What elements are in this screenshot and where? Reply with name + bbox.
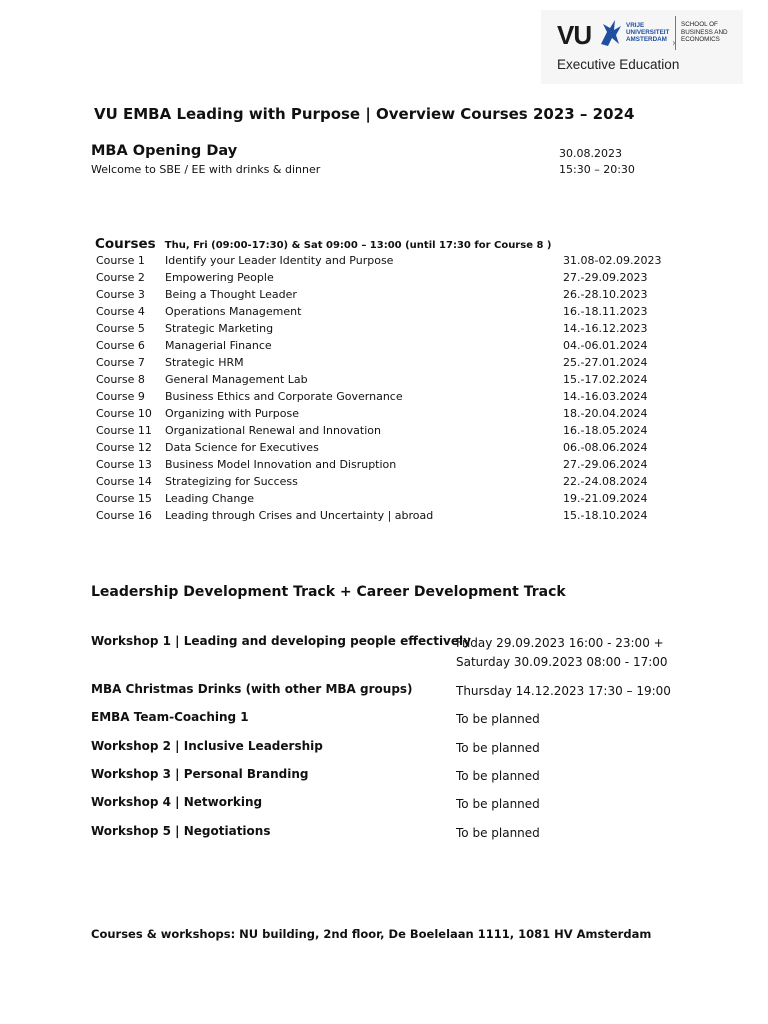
track-when: To be planned xyxy=(456,712,540,726)
tracks-heading: Leadership Development Track + Career Development Track xyxy=(91,584,566,600)
course-date: 15.-17.02.2024 xyxy=(563,373,648,386)
logo-unit: Executive Education xyxy=(557,57,680,72)
chevron-right-icon: › xyxy=(672,38,676,49)
course-row xyxy=(96,322,696,339)
course-number: Course 15 xyxy=(96,492,152,505)
course-name: Being a Thought Leader xyxy=(165,288,297,301)
course-row xyxy=(96,373,696,390)
course-row xyxy=(96,288,696,305)
track-when: Thursday 14.12.2023 17:30 – 19:00 xyxy=(456,684,671,698)
course-row xyxy=(96,441,696,458)
courses-schedule-note: Thu, Fri (09:00-17:30) & Sat 09:00 – 13:00 (until 17:30 for Course 8 ) xyxy=(164,240,552,251)
track-when: To be planned xyxy=(456,797,540,811)
course-number: Course 10 xyxy=(96,407,152,420)
course-row xyxy=(96,424,696,441)
course-row xyxy=(96,271,696,288)
course-name: Strategic HRM xyxy=(165,356,244,369)
opening-day-heading: MBA Opening Day xyxy=(91,143,238,159)
logo-university: VRIJE UNIVERSITEIT AMSTERDAM xyxy=(626,22,670,43)
course-name: Operations Management xyxy=(165,305,302,318)
course-name: Strategic Marketing xyxy=(165,322,274,335)
course-date: 31.08-02.09.2023 xyxy=(563,254,662,267)
course-name: Organizational Renewal and Innovation xyxy=(165,424,381,437)
course-date: 25.-27.01.2024 xyxy=(563,356,648,369)
course-date: 26.-28.10.2023 xyxy=(563,288,648,301)
track-label: Workshop 4 | Networking xyxy=(91,795,263,809)
course-date: 14.-16.12.2023 xyxy=(563,322,648,335)
courses-heading: Courses xyxy=(95,236,156,252)
course-date: 19.-21.09.2024 xyxy=(563,492,648,505)
course-row xyxy=(96,254,696,271)
course-date: 16.-18.05.2024 xyxy=(563,424,648,437)
course-name: Managerial Finance xyxy=(165,339,272,352)
course-row xyxy=(96,305,696,322)
course-number: Course 8 xyxy=(96,373,145,386)
course-name: Data Science for Executives xyxy=(165,441,319,454)
course-row xyxy=(96,458,696,475)
track-label: Workshop 3 | Personal Branding xyxy=(91,767,309,781)
opening-day-date: 30.08.2023 xyxy=(559,147,622,160)
course-date: 27.-29.06.2024 xyxy=(563,458,648,471)
course-number: Course 7 xyxy=(96,356,145,369)
track-when: To be planned xyxy=(456,741,540,755)
course-date: 22.-24.08.2024 xyxy=(563,475,648,488)
page-title: VU EMBA Leading with Purpose | Overview Courses 2023 – 2024 xyxy=(94,105,635,123)
opening-day-time: 15:30 – 20:30 xyxy=(559,163,635,176)
course-row xyxy=(96,390,696,407)
course-row xyxy=(96,407,696,424)
course-name: Leading Change xyxy=(165,492,255,505)
course-row xyxy=(96,339,696,356)
course-date: 04.-06.01.2024 xyxy=(563,339,648,352)
course-name: Leading through Crises and Uncertainty | abroad xyxy=(165,509,434,522)
course-date: 14.-16.03.2024 xyxy=(563,390,648,403)
course-number: Course 16 xyxy=(96,509,152,522)
course-number: Course 3 xyxy=(96,288,145,301)
track-label: Workshop 2 | Inclusive Leadership xyxy=(91,739,323,753)
course-date: 16.-18.11.2023 xyxy=(563,305,648,318)
course-name: General Management Lab xyxy=(165,373,308,386)
track-when: To be planned xyxy=(456,826,540,840)
track-label: EMBA Team-Coaching 1 xyxy=(91,710,249,724)
courses-header xyxy=(95,233,551,252)
course-name: Business Ethics and Corporate Governance xyxy=(165,390,403,403)
course-date: 18.-20.04.2024 xyxy=(563,407,648,420)
course-row xyxy=(96,509,696,526)
course-name: Organizing with Purpose xyxy=(165,407,299,420)
course-name: Strategizing for Success xyxy=(165,475,298,488)
opening-day-description: Welcome to SBE / EE with drinks & dinner xyxy=(91,163,321,176)
course-date: 27.-29.09.2023 xyxy=(563,271,648,284)
course-number: Course 13 xyxy=(96,458,152,471)
course-name: Empowering People xyxy=(165,271,274,284)
track-when: Friday 29.09.2023 16:00 - 23:00 + Saturday 30.09.2023 08:00 - 17:00 xyxy=(456,636,668,669)
logo-school: SCHOOL OF BUSINESS AND ECONOMICS xyxy=(681,21,728,43)
course-number: Course 2 xyxy=(96,271,145,284)
course-name: Business Model Innovation and Disruption xyxy=(165,458,397,471)
course-number: Course 12 xyxy=(96,441,152,454)
location-footer: Courses & workshops: NU building, 2nd floor, De Boelelaan 1111, 1081 HV Amsterdam xyxy=(91,927,652,941)
course-row xyxy=(96,356,696,373)
course-number: Course 5 xyxy=(96,322,145,335)
course-name: Identify your Leader Identity and Purpose xyxy=(165,254,394,267)
course-number: Course 1 xyxy=(96,254,145,267)
course-number: Course 4 xyxy=(96,305,145,318)
course-number: Course 14 xyxy=(96,475,152,488)
track-label: Workshop 1 | Leading and developing people effectively xyxy=(91,634,471,648)
course-number: Course 9 xyxy=(96,390,145,403)
course-number: Course 11 xyxy=(96,424,152,437)
logo-mark: VU xyxy=(557,20,592,50)
course-number: Course 6 xyxy=(96,339,145,352)
track-when: To be planned xyxy=(456,769,540,783)
course-date: 15.-18.10.2024 xyxy=(563,509,648,522)
track-label: MBA Christmas Drinks (with other MBA groups) xyxy=(91,682,413,696)
vu-logo xyxy=(541,10,743,84)
course-row xyxy=(96,475,696,492)
track-label: Workshop 5 | Negotiations xyxy=(91,824,271,838)
griffin-icon xyxy=(597,18,623,48)
course-row xyxy=(96,492,696,509)
course-date: 06.-08.06.2024 xyxy=(563,441,648,454)
